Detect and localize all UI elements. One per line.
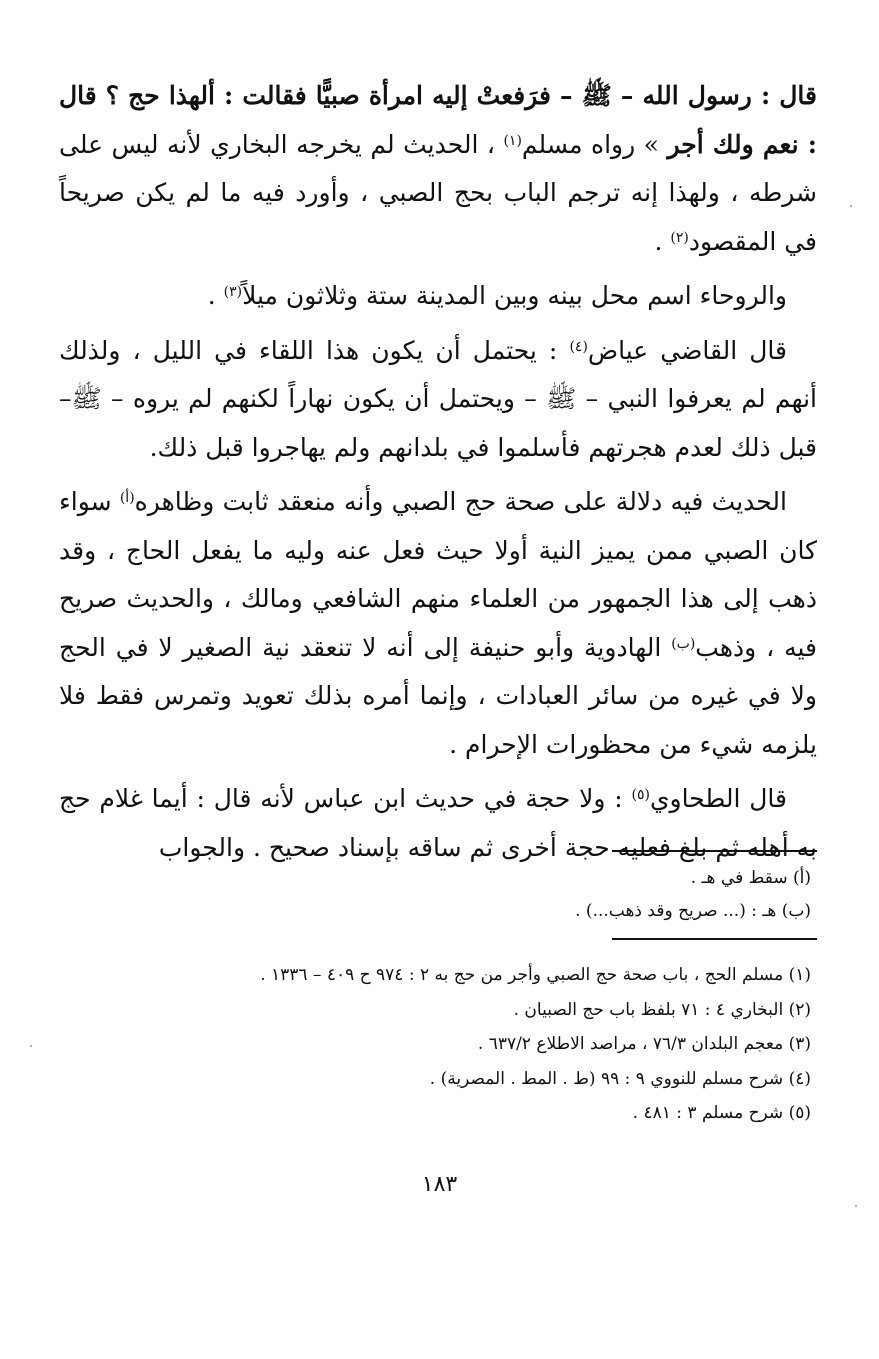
footnote-4: (٤) شرح مسلم للنووي ٩ : ٩٩ (ط . المط . المصرية) .	[429, 1068, 811, 1089]
paragraph-4-tail: سواء كان الصبي ممن يميز النية أولا حيث فعل عنه وليه ما يفعل الحاج ، وقد ذهب إلى هذا الجمهور من العلماء منهم الشافعي ومالك ، والحديث صريح فيه ، وذهب	[59, 487, 817, 662]
paragraph-1-bold: قال : رسول الله – ﷺ – فرَفعتْ إليه امرأة صبيًّا فقالت : ألهذا حج ؟ قال : نعم ولك أجر	[59, 81, 818, 159]
variants-divider	[612, 850, 817, 852]
footnote-3: (٣) معجم البلدان ٧٦/٣ ، مراصد الاطلاع ٦٣٧/٢ .	[477, 1034, 811, 1054]
paragraph-4-end: الهادوية وأبو حنيفة إلى أنه لا تنعقد نية الصغير لا في الحج ولا في غيره من سائر العبادات ، وإنما أمره بذلك تعويد وتمرس فقط فلا يلزمه شيء من محظورات الإحرام .	[59, 632, 817, 759]
scan-speck	[850, 205, 852, 207]
variant-ref-b[interactable]: (ب)	[671, 635, 696, 652]
paragraph-1-end: .	[654, 226, 671, 256]
paragraph-2	[59, 272, 817, 321]
footnote-5: (٥) شرح مسلم ٣ : ٤٨١ .	[632, 1103, 811, 1123]
footnote-ref-4[interactable]: (٤)	[569, 338, 588, 355]
page-number: ١٨٣	[421, 1172, 458, 1197]
paragraph-2-end: .	[207, 281, 224, 310]
footnote-ref-3[interactable]: (٣)	[223, 284, 243, 300]
paragraph-4	[59, 478, 817, 769]
footnote-2: (٢) البخاري ٤ : ٧١ بلفظ باب حج الصبيان .	[513, 999, 811, 1020]
main-text	[59, 72, 817, 878]
paragraph-1-text: » رواه مسلم	[521, 129, 668, 159]
scan-speck	[855, 1205, 857, 1207]
paragraph-3	[59, 327, 817, 473]
paragraph-2-text: والروحاء اسم محل بينه وبين المدينة ستة وثلاثون ميلاً	[242, 281, 787, 310]
footnote-ref-5[interactable]: (٥)	[631, 787, 650, 803]
paragraph-5	[59, 775, 817, 872]
footnote-ref-1[interactable]: (١)	[503, 132, 522, 149]
variant-notes	[111, 862, 811, 928]
paragraph-1-tail: ، الحديث لم يخرجه البخاري لأنه ليس على شرطه ، ولهذا إنه ترجم الباب بحج الصبي ، وأورد فيه ما لم يكن صريحاً في المقصود	[59, 129, 817, 256]
paragraph-5-text: قال الطحاوي	[649, 784, 787, 813]
paragraph-3-tail: : يحتمل أن يكون هذا اللقاء في الليل ، ولذلك أنهم لم يعرفوا النبي – ﷺ – ويحتمل أن يكون نهاراً لكنهم لم يروه – ﷺ– قبل ذلك لعدم هجرتهم فأسلموا في بلدانهم ولم يهاجروا قبل ذلك.	[59, 335, 817, 462]
footnotes	[111, 958, 811, 1131]
footnote-ref-2[interactable]: (٢)	[670, 229, 689, 246]
variant-note-a: (أ) سقط في هـ .	[690, 868, 811, 888]
variant-note-b: (ب) هـ : (... صريح وقد ذهب...) .	[575, 901, 811, 921]
paragraph-1	[59, 72, 817, 266]
paragraph-5-tail: : ولا حجة في حديث ابن عباس لأنه قال : أيما غلام حج به أهله ثم بلغ فعليه حجة أخرى ثم ساقه بإسناد صحيح . والجواب	[59, 784, 817, 862]
paragraph-4-text: الحديث فيه دلالة على صحة حج الصبي وأنه منعقد ثابت وظاهره	[134, 487, 787, 516]
footnotes-divider	[612, 938, 817, 940]
footnote-1: (١) مسلم الحج ، باب صحة حج الصبي وأجر من حج به ٢ : ٩٧٤ ح ٤٠٩ – ١٣٣٦ .	[260, 965, 811, 985]
scan-speck	[30, 1045, 32, 1047]
paragraph-3-text: قال القاضي عياض	[587, 335, 788, 365]
variant-ref-a[interactable]: (أ)	[119, 490, 135, 506]
